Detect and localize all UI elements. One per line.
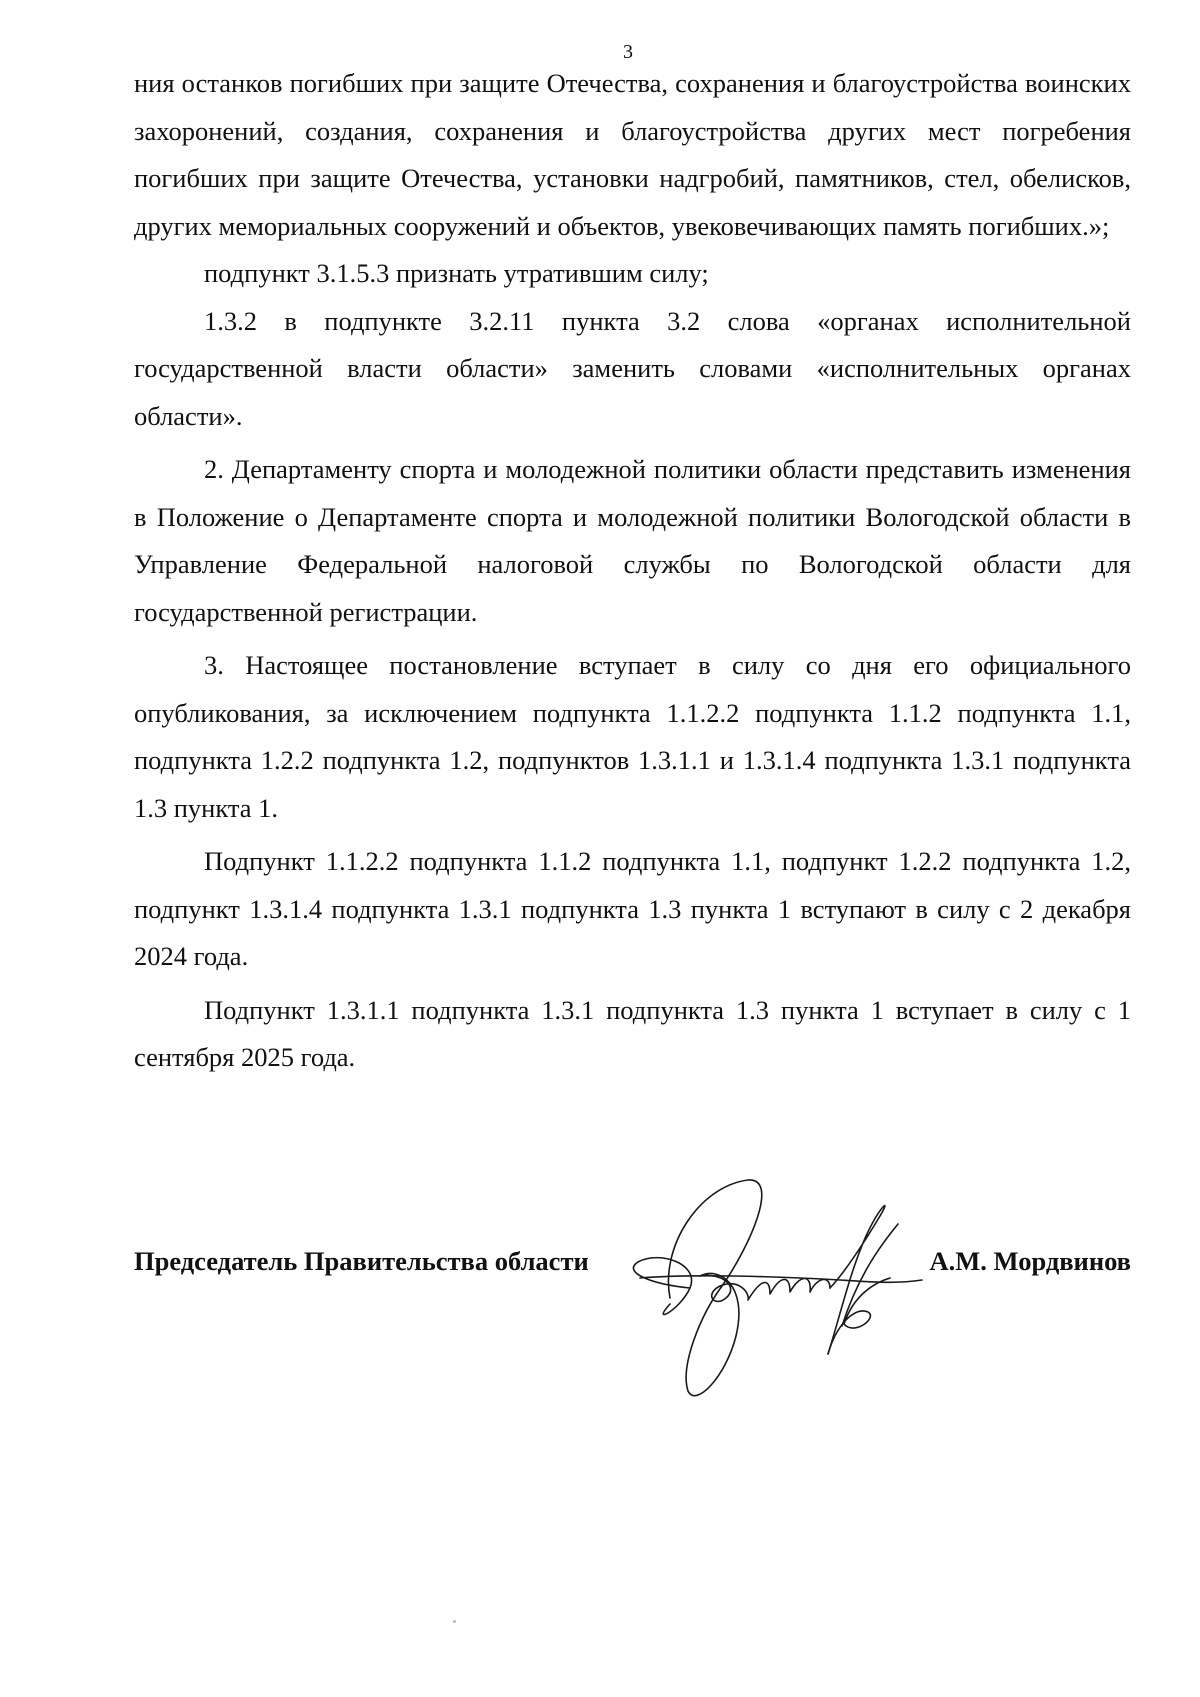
paragraph-subitem-3-1-5-3: подпункт 3.1.5.3 признать утратившим силу; <box>204 258 709 288</box>
page-number: 3 <box>623 41 633 63</box>
paragraph-item-3: 3. Настоящее постановление вступает в силу со дня его официального опубликования, за исключением подпункта 1.1.2.2 подпункта 1.1.2 подпункта 1.1, подпункта 1.2.2 подпункта 1.2, подпунктов 1.3.1.1 и 1.3.1.4 подпункта 1.3.1 подпункта 1.3 пункта 1. <box>134 650 1131 823</box>
paragraph-continuation: ния останков погибших при защите Отечества, сохранения и благоустройства воинских захоронений, создания, сохранения и благоустройства других мест погребения погибших при защите Отечества, установки надгробий, памятников, стел, обелисков, других мемориальных сооружений и объектов, увековечивающих память погибших.»; <box>134 68 1131 241</box>
scan-artifact-dot <box>453 1620 456 1623</box>
signatory-name: А.М. Мордвинов <box>929 1246 1131 1276</box>
handwritten-signature <box>630 1176 950 1406</box>
paragraph-effective-2025: Подпункт 1.3.1.1 подпункта 1.3.1 подпункта 1.3 пункта 1 вступает в силу с 1 сентября 2025 года. <box>134 994 1131 1072</box>
signatory-position: Председатель Правительства области <box>134 1246 589 1276</box>
paragraph-item-2: 2. Департаменту спорта и молодежной политики области представить изменения в Положение о Департаменте спорта и молодежной политики Вологодской области в Управление Федеральной налоговой службы по Вологодской области для государственной регистрации. <box>134 454 1131 627</box>
document-body <box>134 60 1131 1082</box>
paragraph-effective-2024: Подпункт 1.1.2.2 подпункта 1.1.2 подпункта 1.1, подпункт 1.2.2 подпункта 1.2, подпункт 1.3.1.4 подпункта 1.3.1 подпункта 1.3 пункта 1 вступают в силу с 2 декабря 2024 года. <box>134 846 1131 971</box>
paragraph-item-1-3-2: 1.3.2 в подпункте 3.2.11 пункта 3.2 слова «органах исполнительной государственной власти области» заменить словами «исполнительных органах области». <box>134 305 1131 431</box>
